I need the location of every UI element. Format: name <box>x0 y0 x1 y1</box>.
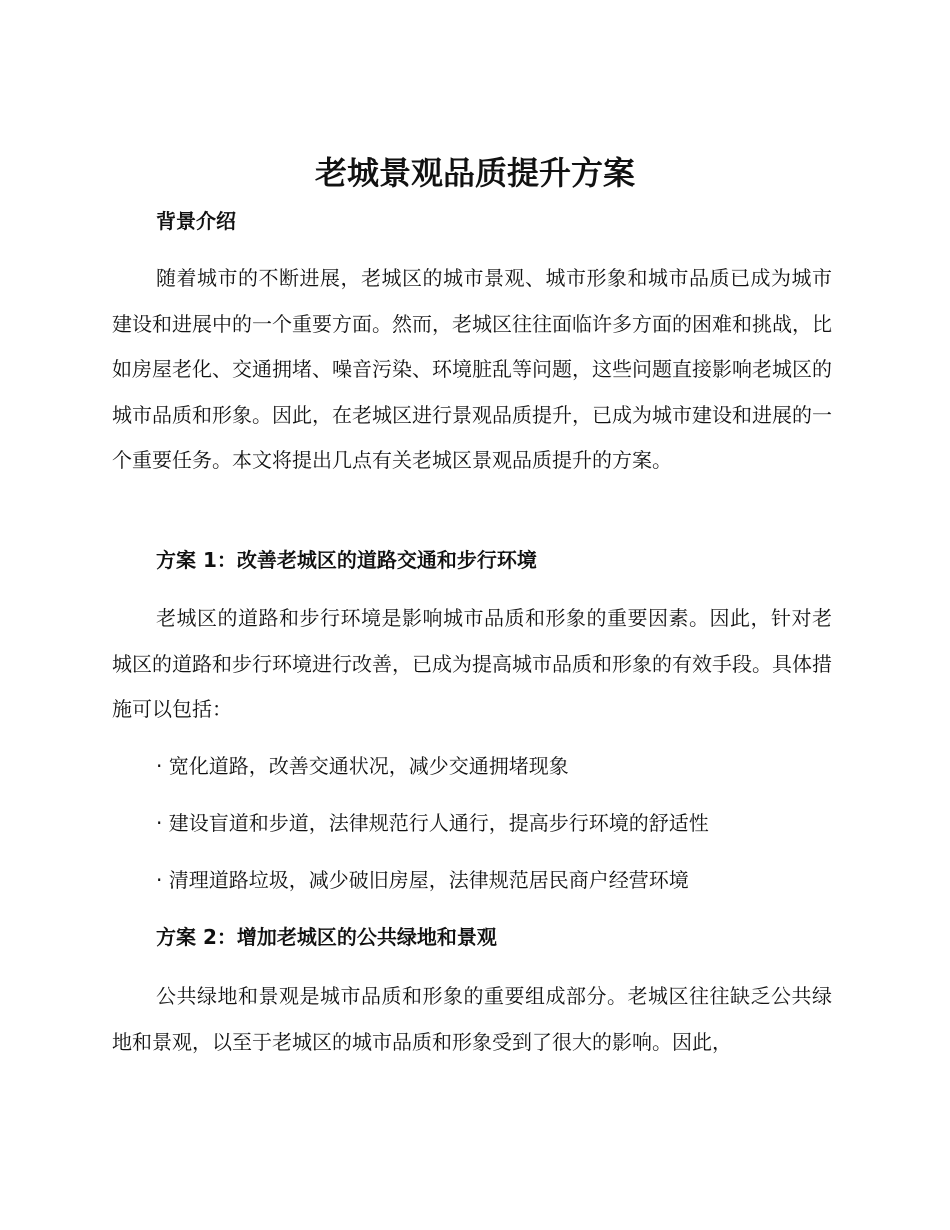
section-heading-background: 背景介绍 <box>156 209 236 233</box>
bullet-item: · 建设盲道和步道，法律规范行人通行，提高步行环境的舒适性 <box>156 811 709 835</box>
bullet-item: · 宽化道路，改善交通状况，减少交通拥堵现象 <box>156 754 569 778</box>
paragraph-plan-2: 公共绿地和景观是城市品质和形象的重要组成部分。老城区往往缺乏公共绿地和景观，以至于老城区的城市品质和形象受到了很大的影响。因此， <box>112 984 832 1054</box>
bullet-item: · 清理道路垃圾，减少破旧房屋，法律规范居民商户经营环境 <box>156 868 689 892</box>
section-heading-plan-2: 方案 2：增加老城区的公共绿地和景观 <box>156 925 497 949</box>
document-title: 老城景观品质提升方案 <box>314 154 635 192</box>
paragraph-plan-1: 老城区的道路和步行环境是影响城市品质和形象的重要因素。因此，针对老城区的道路和步行环境进行改善，已成为提高城市品质和形象的有效手段。具体措施可以包括： <box>112 606 832 721</box>
section-heading-plan-1: 方案 1：改善老城区的道路交通和步行环境 <box>156 548 537 572</box>
paragraph-background: 随着城市的不断进展，老城区的城市景观、城市形象和城市品质已成为城市建设和进展中的一个重要方面。然而，老城区往往面临许多方面的困难和挑战，比如房屋老化、交通拥堵、噪音污染、环境脏乱等问题，这些问题直接影响老城区的城市品质和形象。因此，在老城区进行景观品质提升，已成为城市建设和进展的一个重要任务。本文将提出几点有关老城区景观品质提升的方案。 <box>112 266 832 472</box>
